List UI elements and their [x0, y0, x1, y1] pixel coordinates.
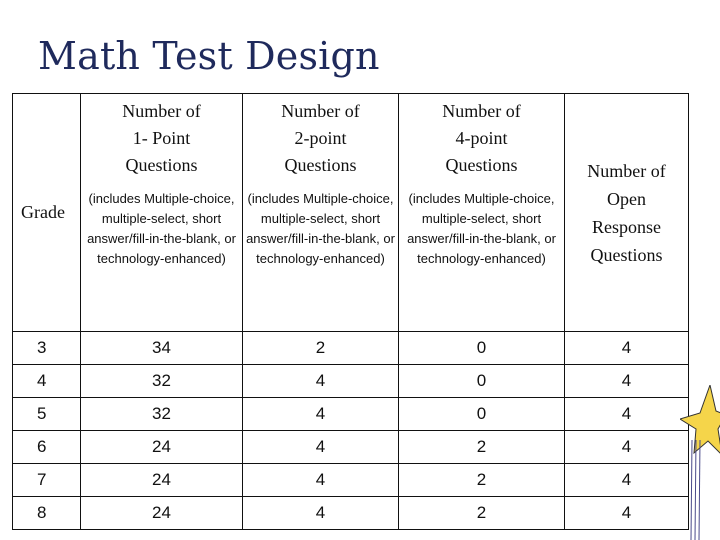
open-response-cell: 4 [565, 464, 689, 497]
grade-cell: 5 [13, 398, 81, 431]
four-point-cell: 0 [399, 365, 565, 398]
two-point-cell: 4 [243, 398, 399, 431]
one-point-cell: 24 [81, 431, 243, 464]
open-response-cell: 4 [565, 497, 689, 530]
four-point-cell: 2 [399, 497, 565, 530]
grade-cell: 8 [13, 497, 81, 530]
two-point-cell: 4 [243, 497, 399, 530]
one-point-cell: 32 [81, 365, 243, 398]
open-response-cell: 4 [565, 365, 689, 398]
open-response-cell: 4 [565, 332, 689, 365]
table-row [13, 431, 689, 464]
one-point-cell: 24 [81, 464, 243, 497]
grade-cell: 4 [13, 365, 81, 398]
open-response-cell: 4 [565, 431, 689, 464]
two-point-cell: 2 [243, 332, 399, 365]
four-point-subheader: (includes Multiple-choice, multiple-select, short answer/fill-in-the-blank, or technology-enhanced) [399, 187, 565, 332]
four-point-cell: 2 [399, 464, 565, 497]
grade-header: Grade [13, 94, 81, 332]
table-row [13, 464, 689, 497]
four-point-cell: 2 [399, 431, 565, 464]
test-design-table [12, 93, 689, 530]
table-row [13, 497, 689, 530]
four-point-header: Number of 4-point Questions [399, 94, 565, 187]
one-point-cell: 32 [81, 398, 243, 431]
table-row [13, 332, 689, 365]
table-row [13, 365, 689, 398]
two-point-cell: 4 [243, 431, 399, 464]
two-point-subheader: (includes Multiple-choice, multiple-select, short answer/fill-in-the-blank, or technology-enhanced) [243, 187, 399, 332]
four-point-cell: 0 [399, 332, 565, 365]
one-point-cell: 34 [81, 332, 243, 365]
one-point-header: Number of 1- Point Questions [81, 94, 243, 187]
two-point-header: Number of 2-point Questions [243, 94, 399, 187]
two-point-cell: 4 [243, 365, 399, 398]
one-point-cell: 24 [81, 497, 243, 530]
four-point-cell: 0 [399, 398, 565, 431]
open-response-header: Number of Open Response Questions [565, 94, 689, 332]
decorative-lines [690, 440, 702, 540]
two-point-cell: 4 [243, 464, 399, 497]
grade-cell: 3 [13, 332, 81, 365]
grade-cell: 7 [13, 464, 81, 497]
one-point-subheader: (includes Multiple-choice, multiple-select, short answer/fill-in-the-blank, or technology-enhanced) [81, 187, 243, 332]
grade-cell: 6 [13, 431, 81, 464]
open-response-cell: 4 [565, 398, 689, 431]
table-row [13, 398, 689, 431]
page-title: Math Test Design [38, 34, 380, 78]
